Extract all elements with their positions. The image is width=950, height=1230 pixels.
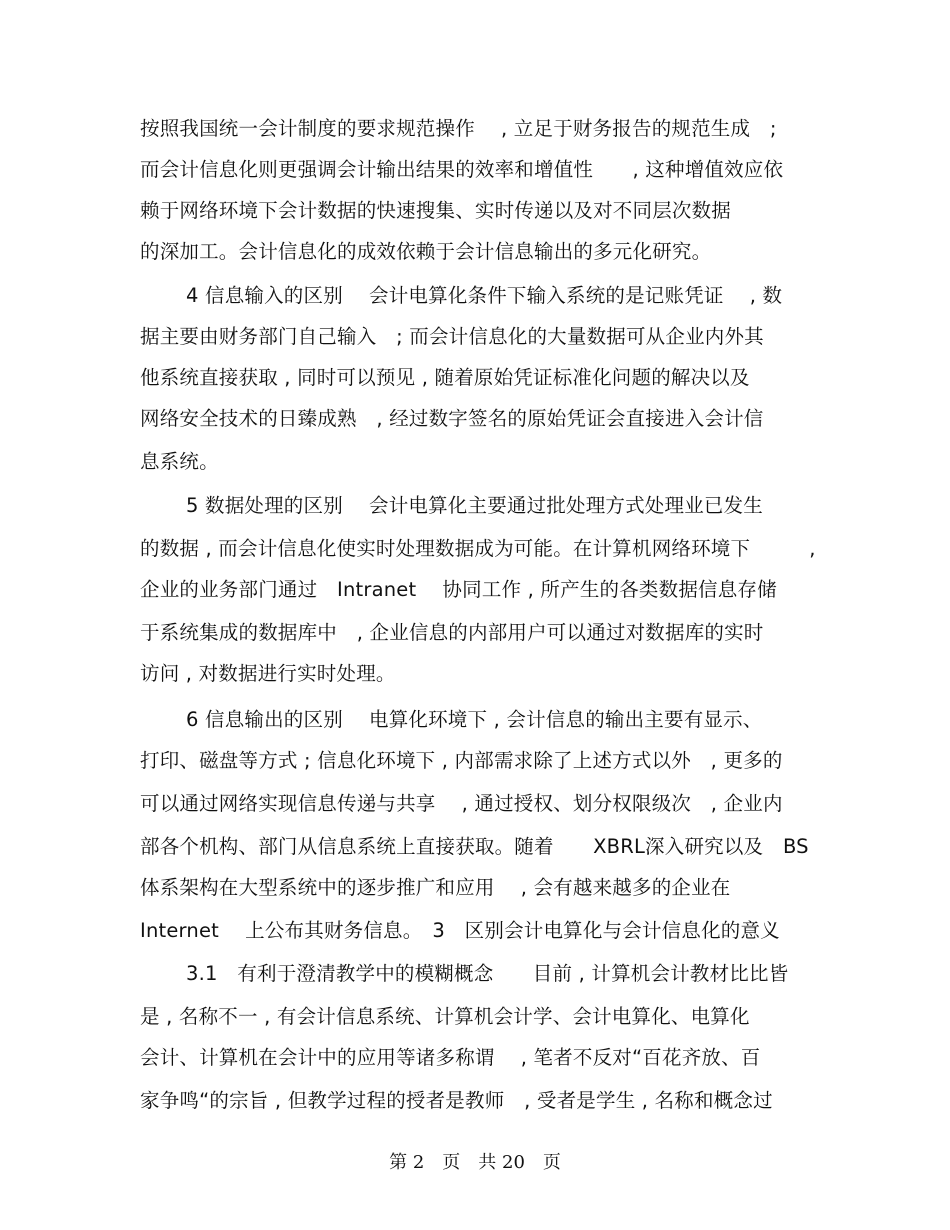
text-line: 的深加工。会计信息化的成效依赖于会计信息输出的多元化研究。 bbox=[140, 240, 712, 263]
text-line: 家争鸣“的宗旨 , 但教学过程的授者是教师 , 受者是学生 , 名称和概念过 bbox=[140, 1089, 773, 1112]
text-line: 息系统。 bbox=[140, 450, 219, 473]
text-line: 按照我国统一会计制度的要求规范操作 , 立足于财务报告的规范生成 ; bbox=[140, 117, 777, 140]
text-line: Internet 上公布其财务信息。 3 区别会计电算化与会计信息化的意义 bbox=[140, 919, 780, 942]
text-line: 于系统集成的数据库中 , 企业信息的内部用户可以通过对数据库的实时 bbox=[140, 621, 764, 644]
text-line: 部各个机构、部门从信息系统上直接获取。随着 XBRL深入研究以及 BS bbox=[140, 835, 809, 858]
text-line: 打印、磁盘等方式 ; 信息化环境下 , 内部需求除了上述方式以外 , 更多的 bbox=[140, 749, 783, 772]
text-line: 而会计信息化则更强调会计输出结果的效率和增值性 , 这种增值效应依 bbox=[140, 158, 784, 181]
text-line: 访问 , 对数据进行实时处理。 bbox=[140, 662, 396, 685]
text-line: 据主要由财务部门自己输入 ; 而会计信息化的大量数据可从企业内外其 bbox=[140, 325, 764, 348]
section-heading-line: 4 信息输入的区别 会计电算化条件下输入系统的是记账凭证 , 数 bbox=[186, 284, 783, 307]
text-line: 赖于网络环境下会计数据的快速搜集、实时传递以及对不同层次数据 bbox=[140, 199, 732, 222]
text-line: 可以通过网络实现信息传递与共享 , 通过授权、划分权限级次 , 企业内 bbox=[140, 792, 783, 815]
text-line: 他系统直接获取 , 同时可以预见 , 随着原始凭证标准化问题的解决以及 bbox=[140, 366, 750, 389]
section-heading-line: 6 信息输出的区别 电算化环境下 , 会计信息的输出主要有显示、 bbox=[186, 708, 763, 731]
text-line: 企业的业务部门通过 Intranet 协同工作 , 所产生的各类数据信息存储 bbox=[140, 578, 777, 601]
text-line: 网络安全技术的日臻成熟 , 经过数字签名的原始凭证会直接进入会计信 bbox=[140, 407, 764, 430]
page-footer: 第 2 页 共 20 页 bbox=[389, 1152, 561, 1173]
section-heading-line: 5 数据处理的区别 会计电算化主要通过批处理方式处理业已发生 bbox=[186, 494, 764, 517]
section-heading-line: 3.1 有利于澄清教学中的模糊概念 目前 , 计算机会计教材比比皆 bbox=[186, 962, 789, 985]
text-line: 是 , 名称不一 , 有会计信息系统、计算机会计学、会计电算化、电算化 bbox=[140, 1005, 750, 1028]
text-line: 的数据 , 而会计信息化使实时处理数据成为可能。在计算机网络环境下 , bbox=[140, 537, 816, 560]
text-line: 体系架构在大型系统中的逐步推广和应用 , 会有越来越多的企业在 bbox=[140, 876, 731, 899]
text-line: 会计、计算机在会计中的应用等诸多称谓 , 笔者不反对“百花齐放、百 bbox=[140, 1046, 761, 1069]
